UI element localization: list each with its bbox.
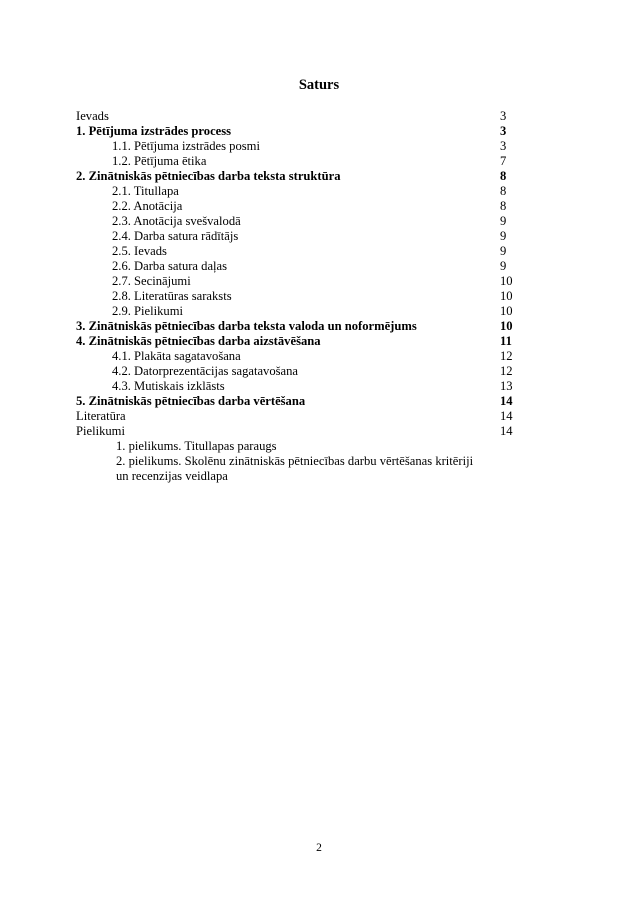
toc-entry-page: 14 — [500, 424, 513, 438]
page-number: 2 — [316, 842, 322, 854]
toc-entry-title: 2.6. Darba satura daļas — [112, 259, 228, 273]
toc-entry — [76, 319, 520, 334]
toc-entry-page: 12 — [500, 349, 513, 363]
page-title: Saturs — [298, 77, 340, 93]
toc-entry-page: 8 — [500, 199, 507, 213]
toc-entry — [76, 439, 520, 454]
toc-entry — [76, 409, 520, 424]
toc-entry-title: 4.3. Mutiskais izklāsts — [112, 379, 225, 393]
toc-entry — [76, 154, 520, 169]
toc-entry — [76, 139, 520, 154]
toc-entry-page: 10 — [500, 289, 513, 303]
toc-entry-title: 5. Zinātniskās pētniecības darba vērtēšana — [76, 394, 306, 408]
table-of-contents — [76, 109, 520, 484]
toc-entry — [76, 109, 520, 124]
toc-entry-title: 2.8. Literatūras saraksts — [112, 289, 232, 303]
toc-entry — [76, 169, 520, 184]
toc-entry-page: 8 — [500, 184, 507, 198]
toc-entry-title: 1.2. Pētījuma ētika — [112, 154, 207, 168]
toc-entry-title: 1. pielikums. Titullapas paraugs — [116, 439, 277, 453]
toc-entry-page: 11 — [500, 334, 512, 348]
toc-entry-title: 2.4. Darba satura rādītājs — [112, 229, 239, 243]
toc-entry-title: 1.1. Pētījuma izstrādes posmi — [112, 139, 260, 153]
toc-entry-title: Pielikumi — [76, 424, 125, 438]
toc-entry-title: 2. pielikums. Skolēnu zinātniskās pētniecības darbu vērtēšanas kritēriji — [116, 454, 474, 468]
toc-entry-page: 8 — [500, 169, 507, 183]
toc-entry-title: 3. Zinātniskās pētniecības darba teksta valoda un noformējums — [76, 319, 417, 333]
toc-entry — [76, 334, 520, 349]
toc-entry-page: 10 — [500, 274, 513, 288]
toc-entry-page: 9 — [500, 214, 507, 228]
toc-entry-page: 9 — [500, 259, 507, 273]
toc-entry — [76, 199, 520, 214]
toc-entry — [76, 454, 520, 469]
toc-entry-page: 12 — [500, 364, 513, 378]
toc-entry — [76, 349, 520, 364]
toc-entry-page: 10 — [500, 319, 513, 333]
toc-entry-title: 1. Pētījuma izstrādes process — [76, 124, 232, 138]
toc-entry-page: 7 — [500, 154, 507, 168]
toc-entry — [76, 124, 520, 139]
toc-entry-title: 4. Zinātniskās pētniecības darba aizstāvēšana — [76, 334, 321, 348]
toc-entry-title: un recenzijas veidlapa — [116, 469, 228, 483]
toc-entry-page: 10 — [500, 304, 513, 318]
toc-entry — [76, 289, 520, 304]
toc-entry-title: Ievads — [76, 109, 109, 123]
toc-entry-title: 4.1. Plakāta sagatavošana — [112, 349, 241, 363]
toc-entry-page: 9 — [500, 244, 507, 258]
toc-entry — [76, 379, 520, 394]
toc-entry-title: 2.2. Anotācija — [112, 199, 183, 213]
toc-entry-page: 3 — [500, 124, 507, 138]
toc-entry-title: 2.5. Ievads — [112, 244, 167, 258]
toc-entry-page: 3 — [500, 139, 507, 153]
toc-entry-page: 14 — [500, 409, 513, 423]
toc-entry — [76, 259, 520, 274]
toc-entry-title: 2. Zinātniskās pētniecības darba teksta struktūra — [76, 169, 341, 183]
toc-entry-title: 2.7. Secinājumi — [112, 274, 191, 288]
toc-entry-title: Literatūra — [76, 409, 126, 423]
toc-entry — [76, 229, 520, 244]
toc-entry-title: 2.3. Anotācija svešvalodā — [112, 214, 241, 228]
toc-entry — [76, 304, 520, 319]
toc-entry — [76, 424, 520, 439]
toc-entry-page: 14 — [500, 394, 513, 408]
toc-entry-title: 2.1. Titullapa — [112, 184, 179, 198]
toc-entry — [76, 184, 520, 199]
toc-entry-title: 2.9. Pielikumi — [112, 304, 184, 318]
toc-entry-page: 9 — [500, 229, 507, 243]
toc-entry-title: 4.2. Datorprezentācijas sagatavošana — [112, 364, 299, 378]
toc-entry-page: 3 — [500, 109, 507, 123]
toc-entry — [76, 364, 520, 379]
toc-entry — [76, 469, 520, 484]
toc-entry — [76, 214, 520, 229]
toc-entry — [76, 244, 520, 259]
toc-entry-page: 13 — [500, 379, 513, 393]
toc-entry — [76, 394, 520, 409]
toc-entry — [76, 274, 520, 289]
